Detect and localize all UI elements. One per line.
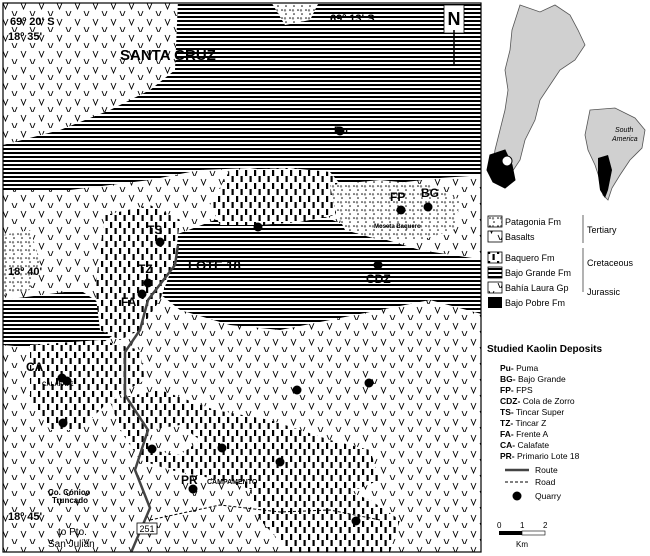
deposit-label-ca: CA xyxy=(26,360,44,374)
scale-zero: 0 xyxy=(497,521,502,530)
route-number: 251 xyxy=(139,524,155,534)
deposit-label-fp: FP xyxy=(390,190,406,204)
place-cerro-line-1: Co. Cónico xyxy=(48,488,91,497)
region-label: SANTA CRUZ xyxy=(120,47,216,64)
deposits-title: Studied Kaolin Deposits xyxy=(487,344,603,355)
scale-bar-black xyxy=(499,531,522,535)
deposit-entry-fp: FP- FPS xyxy=(500,385,533,395)
place-calafate: CALAFATE xyxy=(42,382,74,388)
scale-one: 1 xyxy=(520,521,525,530)
deposit-entry-ca: CA- Calafate xyxy=(500,440,550,450)
lat-label-3: 18º 45' xyxy=(8,511,43,523)
place-campamento: CAMPAMENTO xyxy=(207,479,258,486)
legend-route: Route xyxy=(535,465,558,475)
place-moseta: Moseta Baquero xyxy=(374,224,421,230)
deposit-entry-pr: PR- Primario Lote 18 xyxy=(500,451,580,461)
legend-formation-6: Bajo Pobre Fm xyxy=(505,298,566,308)
deposit-label-pu: Pu xyxy=(334,125,349,137)
deposit-label-fa: FA xyxy=(121,295,137,309)
deposit-entry-fa: FA- Frente A xyxy=(500,429,549,439)
legend-age-tertiary: Tertiary xyxy=(587,225,617,235)
deposit-label-bg: BG xyxy=(421,186,439,200)
scale-bar-white xyxy=(522,531,545,535)
legend-formation-5: Bahía Laura Gp xyxy=(505,283,569,293)
legend-age-jurassic: Jurassic xyxy=(587,287,621,297)
scale-unit: Km xyxy=(516,540,528,549)
deposit-entry-bg: BG- Bajo Grande xyxy=(500,374,566,384)
inset-south-america xyxy=(585,108,645,200)
road-dest-line-2: San Julián xyxy=(48,539,95,550)
lote-label: LOTE 18 xyxy=(188,258,241,273)
quarry-legend-dot xyxy=(513,492,522,501)
inset-argentina xyxy=(487,5,585,188)
deposit-entry-pu: Pu- Puma xyxy=(500,363,539,373)
deposit-entry-ts: TS- Tincar Super xyxy=(500,407,565,417)
deposit-label-tz: TZ xyxy=(138,262,153,276)
legend-formation-1: Patagonia Fm xyxy=(505,217,562,227)
baquero-north xyxy=(210,168,345,225)
inset-label-line-2: America xyxy=(612,136,638,143)
deposit-label-cdz: CDZ xyxy=(366,272,391,286)
coord-top-left: 69º 20' S xyxy=(10,16,55,28)
lat-label-1: 18º 35' xyxy=(8,31,43,43)
deposit-entry-cdz: CDZ- Cola de Zorro xyxy=(500,396,575,406)
deposit-label-ts: TS xyxy=(147,223,163,237)
lat-label-2: 18º 40' xyxy=(8,266,43,278)
deposit-label-pr: PR xyxy=(181,473,198,487)
legend-road: Road xyxy=(535,477,556,487)
scale-two: 2 xyxy=(543,521,548,530)
legend-formation-2: Basalts xyxy=(505,232,535,242)
legend-quarry: Quarry xyxy=(535,491,561,501)
place-cerro-line-2: Truncado xyxy=(52,496,89,505)
north-label: N xyxy=(447,9,461,29)
legend xyxy=(487,215,634,549)
legend-formation-4: Bajo Grande Fm xyxy=(505,268,572,278)
legend-formation-3: Baquero Fm xyxy=(505,253,555,263)
legend-age-cretaceous: Cretaceous xyxy=(587,258,634,268)
road-dest-line-1: to Pto. xyxy=(58,527,87,538)
coord-top-right: 69º 13' S xyxy=(330,13,375,25)
deposit-entry-tz: TZ- Tincar Z xyxy=(500,418,547,428)
inset-label-line-1: South xyxy=(615,127,634,134)
